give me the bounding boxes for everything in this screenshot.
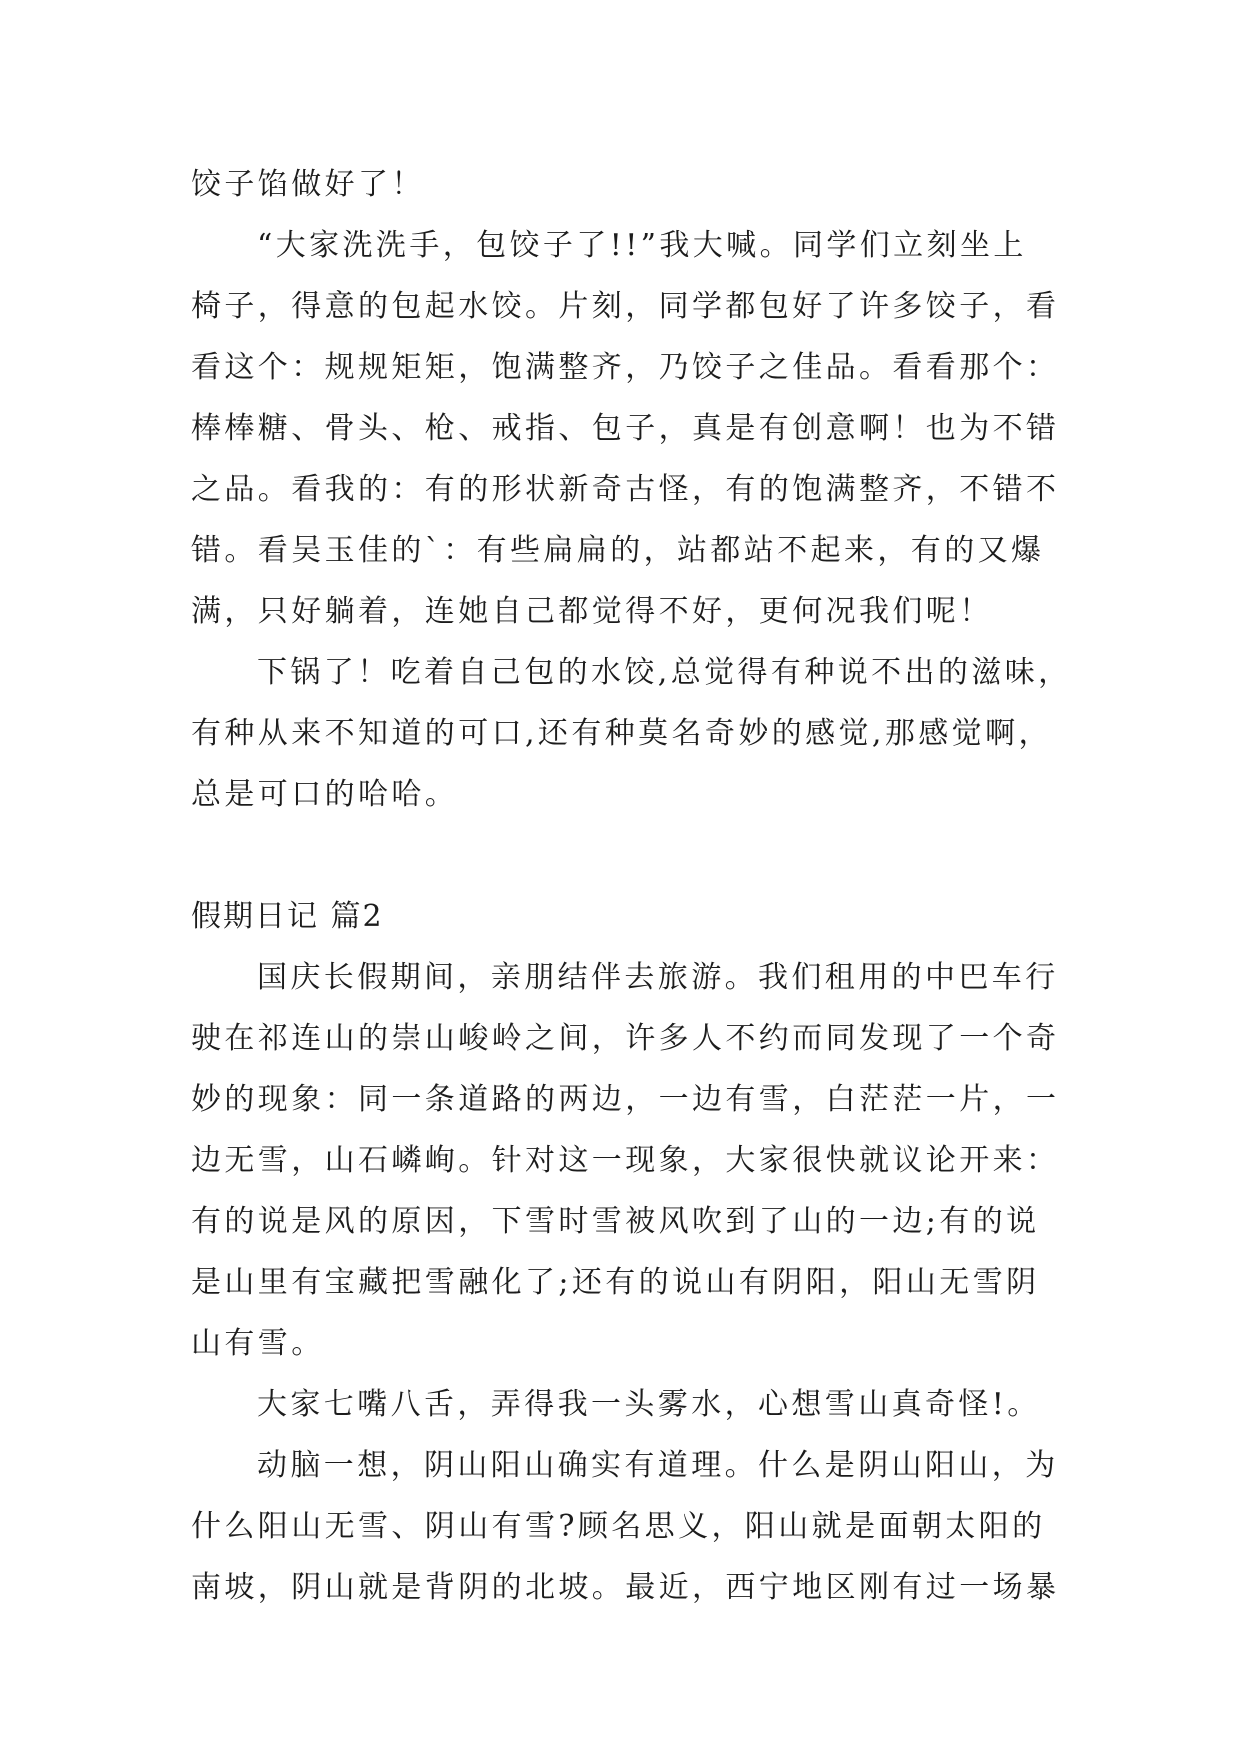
text-line: 椅子，得意的包起水饺。片刻，同学都包好了许多饺子，看 bbox=[191, 289, 1060, 324]
text-line: 边无雪，山石嶙峋。针对这一现象，大家很快就议论开来： bbox=[191, 1143, 1060, 1178]
section-title: 假期日记 篇2 bbox=[191, 899, 384, 934]
text-line: 棒棒糖、骨头、枪、戒指、包子，真是有创意啊！也为不错 bbox=[191, 411, 1060, 446]
text-line: 是山里有宝藏把雪融化了;还有的说山有阴阳，阳山无雪阴 bbox=[191, 1265, 1040, 1300]
text-line: 错。看吴玉佳的`：有些扁扁的，站都站不起来，有的又爆 bbox=[191, 533, 1045, 568]
text-line: 总是可口的哈哈。 bbox=[191, 777, 459, 812]
paragraph-start-line: 国庆长假期间，亲朋结伴去旅游。我们租用的中巴车行 bbox=[257, 960, 1059, 995]
paragraph-start-line: 下锅了！吃着自己包的水饺,总觉得有种说不出的滋味， bbox=[257, 655, 1072, 690]
document-body bbox=[191, 154, 1072, 1618]
text-line: 南坡，阴山就是背阴的北坡。最近，西宁地区刚有过一场暴 bbox=[191, 1570, 1060, 1605]
text-line: 山有雪。 bbox=[191, 1326, 325, 1361]
paragraph-start-line: 大家七嘴八舌，弄得我一头雾水，心想雪山真奇怪!。 bbox=[257, 1387, 1041, 1422]
text-line: 之品。看我的：有的形状新奇古怪，有的饱满整齐，不错不 bbox=[191, 472, 1060, 507]
paragraph-start-line: “大家洗洗手，包饺子了!!”我大喊。同学们立刻坐上 bbox=[257, 228, 1027, 263]
section-spacer bbox=[191, 825, 1051, 886]
text-line: 有的说是风的原因，下雪时雪被风吹到了山的一边;有的说 bbox=[191, 1204, 1040, 1239]
text-line: 有种从来不知道的可口,还有种莫名奇妙的感觉,那感觉啊， bbox=[191, 716, 1052, 751]
paragraph-start-line: 动脑一想，阴山阳山确实有道理。什么是阴山阳山，为 bbox=[257, 1448, 1059, 1483]
text-line: 妙的现象：同一条道路的两边，一边有雪，白茫茫一片，一 bbox=[191, 1082, 1060, 1117]
text-line: 什么阳山无雪、阴山有雪?顾名思义，阳山就是面朝太阳的 bbox=[191, 1509, 1046, 1544]
text-line: 看这个：规规矩矩，饱满整齐，乃饺子之佳品。看看那个： bbox=[191, 350, 1060, 385]
text-line: 满，只好躺着，连她自己都觉得不好，更何况我们呢！ bbox=[191, 594, 993, 629]
text-line: 饺子馅做好了！ bbox=[191, 167, 425, 202]
text-line: 驶在祁连山的崇山峻岭之间，许多人不约而同发现了一个奇 bbox=[191, 1021, 1060, 1056]
